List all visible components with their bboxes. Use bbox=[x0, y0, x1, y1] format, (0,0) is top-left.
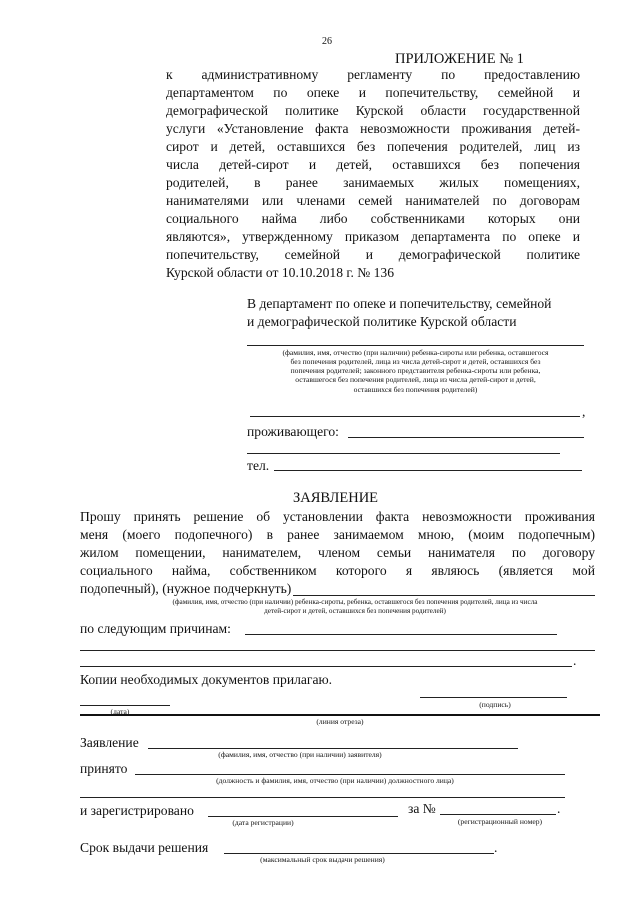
residing-extra-line[interactable] bbox=[247, 453, 560, 454]
comma: , bbox=[582, 404, 586, 419]
statement-title: ЗАЯВЛЕНИЕ bbox=[293, 490, 379, 506]
registration-number-caption: (регистрационный номер) bbox=[457, 817, 543, 826]
appendix-line: являются», утвержденному приказом департамента по опеке и bbox=[166, 229, 580, 244]
deadline-label: Срок выдачи решения bbox=[80, 840, 209, 855]
appendix-line: родителей, в ранее занимаемых жилых помещениях, bbox=[166, 175, 580, 190]
appendix-line: нанимателями или членами семей нанимателей по договорам bbox=[166, 193, 580, 208]
deadline-period: . bbox=[494, 840, 498, 855]
appendix-line: департаментом по опеке и попечительству, семейной и bbox=[166, 85, 580, 100]
statement-line: меня (моего подопечного) в ранее занимаемом мною, (моим подопечным) bbox=[80, 527, 595, 542]
accepted-label: принято bbox=[80, 761, 128, 776]
accepted-caption: (должность и фамилия, имя, отчество (при наличии) должностного лица) bbox=[216, 776, 454, 785]
reasons-label: по следующим причинам: bbox=[80, 621, 231, 636]
date-caption: (дата) bbox=[110, 707, 130, 716]
residing-label: проживающего: bbox=[247, 424, 339, 439]
phone-label: тел. bbox=[247, 458, 270, 473]
appendix-title: ПРИЛОЖЕНИЕ № 1 bbox=[395, 51, 524, 67]
ward-name-line[interactable] bbox=[293, 595, 595, 596]
appendix-line: к административному регламенту по предоставлению bbox=[166, 67, 580, 82]
signature-input-line[interactable] bbox=[420, 697, 567, 698]
accepted-input-line[interactable] bbox=[135, 774, 565, 775]
statement-line: Прошу принять решение об установлении факта невозможности проживания bbox=[80, 509, 595, 524]
applicant-name-line[interactable] bbox=[247, 345, 584, 346]
page-number: 26 bbox=[322, 36, 332, 47]
statement-line: социального найма, собственником которого я являюсь (является мой bbox=[80, 563, 595, 578]
copies-text: Копии необходимых документов прилагаю. bbox=[80, 672, 333, 687]
phone-input-line[interactable] bbox=[274, 470, 582, 471]
registration-statement-label: Заявление bbox=[80, 735, 139, 750]
ward-name-caption: детей-сирот и детей, оставшихся без попечения родителей) bbox=[264, 607, 446, 615]
reasons-period: . bbox=[573, 653, 577, 668]
appendix-line: попечительству, семейной и демографической политике bbox=[166, 247, 580, 262]
addressee-line: В департамент по опеке и попечительству, семейной bbox=[247, 296, 552, 311]
statement-line: подопечный), (нужное подчеркнуть) bbox=[80, 581, 292, 596]
appendix-line: демографической политике Курской области государственной bbox=[166, 103, 580, 118]
appendix-line: услуги «Установление факта невозможности проживания детей- bbox=[166, 121, 580, 136]
accepted-extra-line[interactable] bbox=[80, 797, 565, 798]
document-page: 26 ПРИЛОЖЕНИЕ № 1 к административному регламенту по предоставлению департаментом по опеке и попечительству, семейной и демографической политике Курской области государственной услуги «Установление факта невозможности проживания детей- сирот и детей, оставшихся без попечения родителей, лиц из числа детей-сирот и детей, оставшихся без попечения родителей, в ранее занимаемых жилых помещениях, нанимателями или членами семей нанимателей по договорам социального найма либо собственниками которых они являются», утвержденному приказом департамента по опеке и попечительству, семейной и демографической политике Курской области от 10.10.2018 г. № 136 В департамент по опеке и попечительству, семейной и демографической политике Курской области (фамилия, имя, отчество (при наличии) ребенка-сироты или ребенка, оставшегося без попечения родителей, лица из числа детей-сирот и детей, оставшихся без попечения родителей; законного представителя ребенка-сироты или ребенка, оставшегося без попечения родителей, лица из числа детей-сирот и детей, оставшихся без попечения родителей) , проживающего: тел. ЗАЯВЛЕНИЕ Прошу принять решение об установлении факта невозможности проживания меня (моего подопечного) в ранее занимаемом мною, (моим подопечным) жилом помещении, нанимателем, членом семьи нанимателя по договору социального найма, собственником которого я являюсь (является мой подопечный), (нужное подчеркнуть) (фамилия, имя, отчество (при наличии) ребенка-сироты, ребенка, оставшегося без попечения родителей, лица из числа детей-сирот и детей, оставшихся без попечения родителей) по следующим причинам: . Копии необходимых документов прилагаю. (дата) (подпись) (линия отреза) Заявление (фамилия, имя, отчество (при наличии) заявителя) принято (должность и фамилия, имя, отчество (при наличии) должностного лица) и зарегистрировано (дата регистрации) за № . (регистрационный номер) Срок выдачи решения . (максимальный срок выдачи решения) bbox=[0, 0, 639, 905]
ward-name-caption: (фамилия, имя, отчество (при наличии) ребенка-сироты, ребенка, оставшегося без попечения родителей, лица из числа bbox=[172, 598, 538, 606]
appendix-line: социального найма либо собственниками которых они bbox=[166, 211, 580, 226]
reasons-input-line[interactable] bbox=[245, 634, 557, 635]
appendix-line: Курской области от 10.10.2018 г. № 136 bbox=[166, 265, 395, 280]
date-input-line[interactable] bbox=[80, 705, 170, 706]
appendix-line: сирот и детей, оставшихся без попечения родителей, лиц из bbox=[166, 139, 580, 154]
registration-number-line[interactable] bbox=[440, 814, 556, 815]
reasons-extra-line-2[interactable] bbox=[80, 666, 572, 667]
registration-date-caption: (дата регистрации) bbox=[232, 818, 294, 827]
signature-caption: (подпись) bbox=[479, 700, 511, 709]
addressee-line: и демографической политике Курской области bbox=[247, 314, 517, 329]
statement-line: жилом помещении, нанимателем, членом семьи нанимателя по договору bbox=[80, 545, 595, 560]
cut-line-caption: (линия отреза) bbox=[316, 717, 364, 726]
number-label: за № bbox=[408, 801, 436, 816]
applicant-extra-line[interactable] bbox=[250, 416, 580, 417]
deadline-input-line[interactable] bbox=[224, 853, 494, 854]
registration-applicant-caption: (фамилия, имя, отчество (при наличии) заявителя) bbox=[218, 750, 382, 759]
cut-line bbox=[80, 714, 600, 716]
registration-period: . bbox=[557, 801, 561, 816]
appendix-line: числа детей-сирот и детей, оставшихся без попечения bbox=[166, 157, 580, 172]
registration-date-line[interactable] bbox=[208, 816, 398, 817]
reasons-extra-line-1[interactable] bbox=[80, 650, 595, 651]
residing-input-line[interactable] bbox=[348, 437, 584, 438]
registered-label: и зарегистрировано bbox=[80, 803, 194, 818]
deadline-caption: (максимальный срок выдачи решения) bbox=[260, 855, 385, 864]
registration-applicant-line[interactable] bbox=[148, 748, 518, 749]
